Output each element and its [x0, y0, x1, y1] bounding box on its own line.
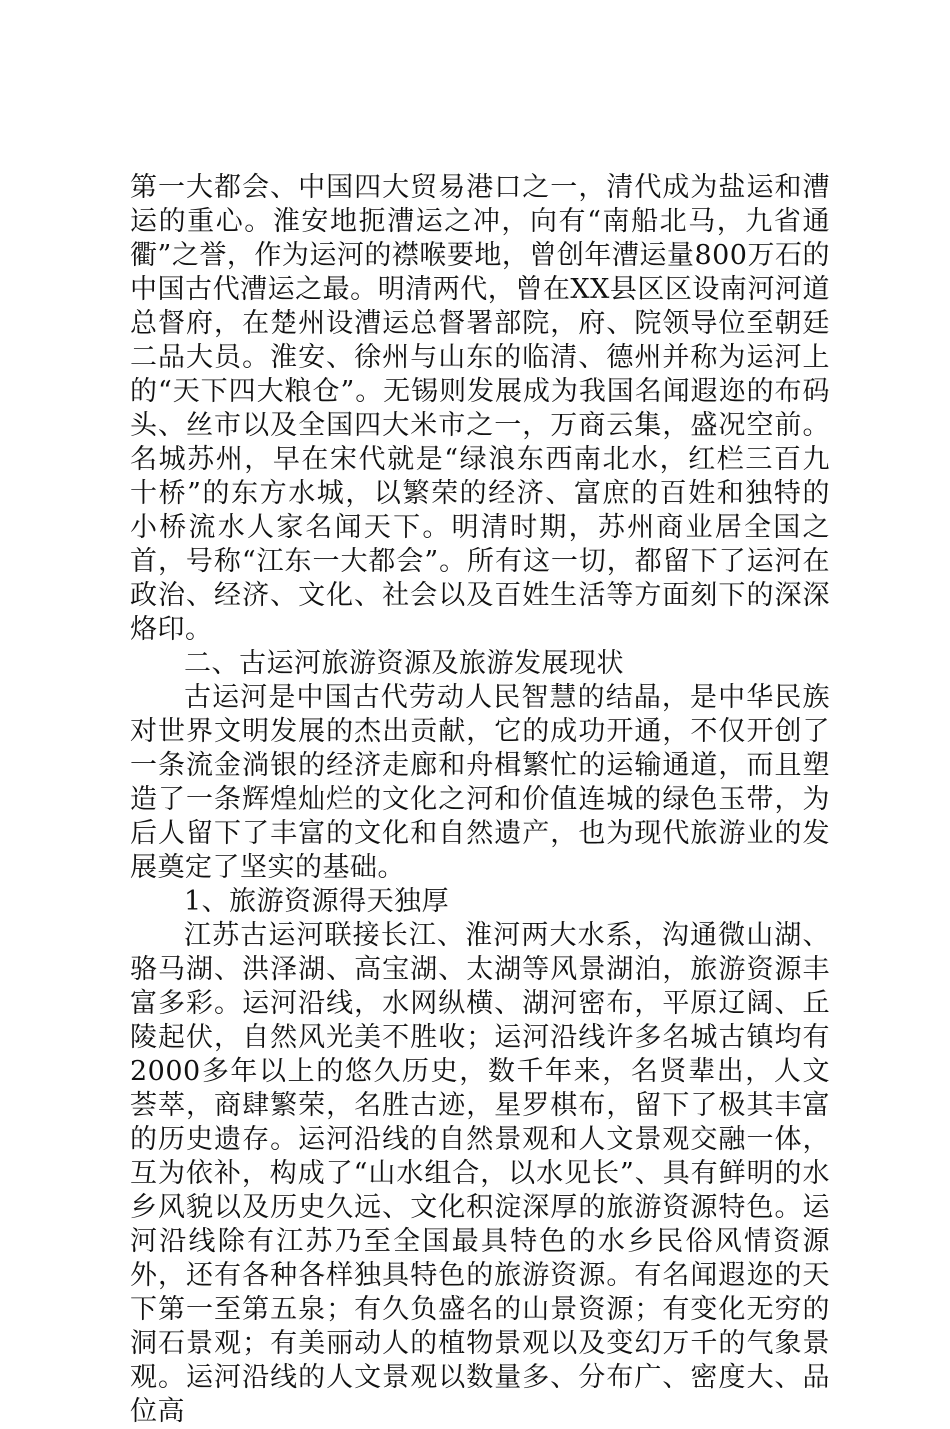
document-page: [130, 171, 830, 1429]
paragraph-canal-heritage: 古运河是中国古代劳动人民智慧的结晶，是中华民族对世界文明发展的杰出贡献，它的成功开通，不仅开创了一条流金淌银的经济走廊和舟楫繁忙的运输通道，而且塑造了一条辉煌灿烂的文化之河和价值连城的绿色玉带，为后人留下了丰富的文化和自然遗产，也为现代旅游业的发展奠定了坚实的基础。: [130, 682, 830, 883]
section-heading-tourism-resources: 二、古运河旅游资源及旅游发展现状: [184, 648, 624, 679]
subsection-heading-rich-resources: 1、旅游资源得天独厚: [184, 886, 450, 917]
paragraph-jiangsu-canal-resources: 江苏古运河联接长江、淮河两大水系，沟通微山湖、骆马湖、洪泽湖、高宝湖、太湖等风景湖泊，旅游资源丰富多彩。运河沿线，水网纵横、湖河密布，平原辽阔、丘陵起伏，自然风光美不胜收；运河沿线许多名城古镇均有2000多年以上的悠久历史，数千年来，名贤辈出，人文荟萃，商肆繁荣，名胜古迹，星罗棋布，留下了极其丰富的历史遗存。运河沿线的自然景观和人文景观交融一体，互为依补，构成了“山水组合，以水见长”、具有鲜明的水乡风貌以及历史久远、文化积淀深厚的旅游资源特色。运河沿线除有江苏乃至全国最具特色的水乡民俗风情资源外，还有各种各样独具特色的旅游资源。有名闻遐迩的天下第一至第五泉；有久负盛名的山景资源；有变化无穷的洞石景观；有美丽动人的植物景观以及变幻万千的气象景观。运河沿线的人文景观以数量多、分布广、密度大、品位高: [130, 920, 830, 1427]
paragraph-canal-history: 第一大都会、中国四大贸易港口之一，清代成为盐运和漕运的重心。淮安地扼漕运之冲，向有“南船北马，九省通衢”之誉，作为运河的襟喉要地，曾创年漕运量800万石的中国古代漕运之最。明清两代，曾在XX县区区设南河河道总督府，在楚州设漕运总督署部院，府、院领导位至朝廷二品大员。淮安、徐州与山东的临清、德州并称为运河上的“天下四大粮仓”。无锡则发展成为我国名闻遐迩的布码头、丝市以及全国四大米市之一，万商云集，盛况空前。名城苏州，早在宋代就是“绿浪东西南北水，红栏三百九十桥”的东方水城，以繁荣的经济、富庶的百姓和独特的小桥流水人家名闻天下。明清时期，苏州商业居全国之首，号称“江东一大都会”。所有这一切，都留下了运河在政治、经济、文化、社会以及百姓生活等方面刻下的深深烙印。: [130, 172, 830, 645]
